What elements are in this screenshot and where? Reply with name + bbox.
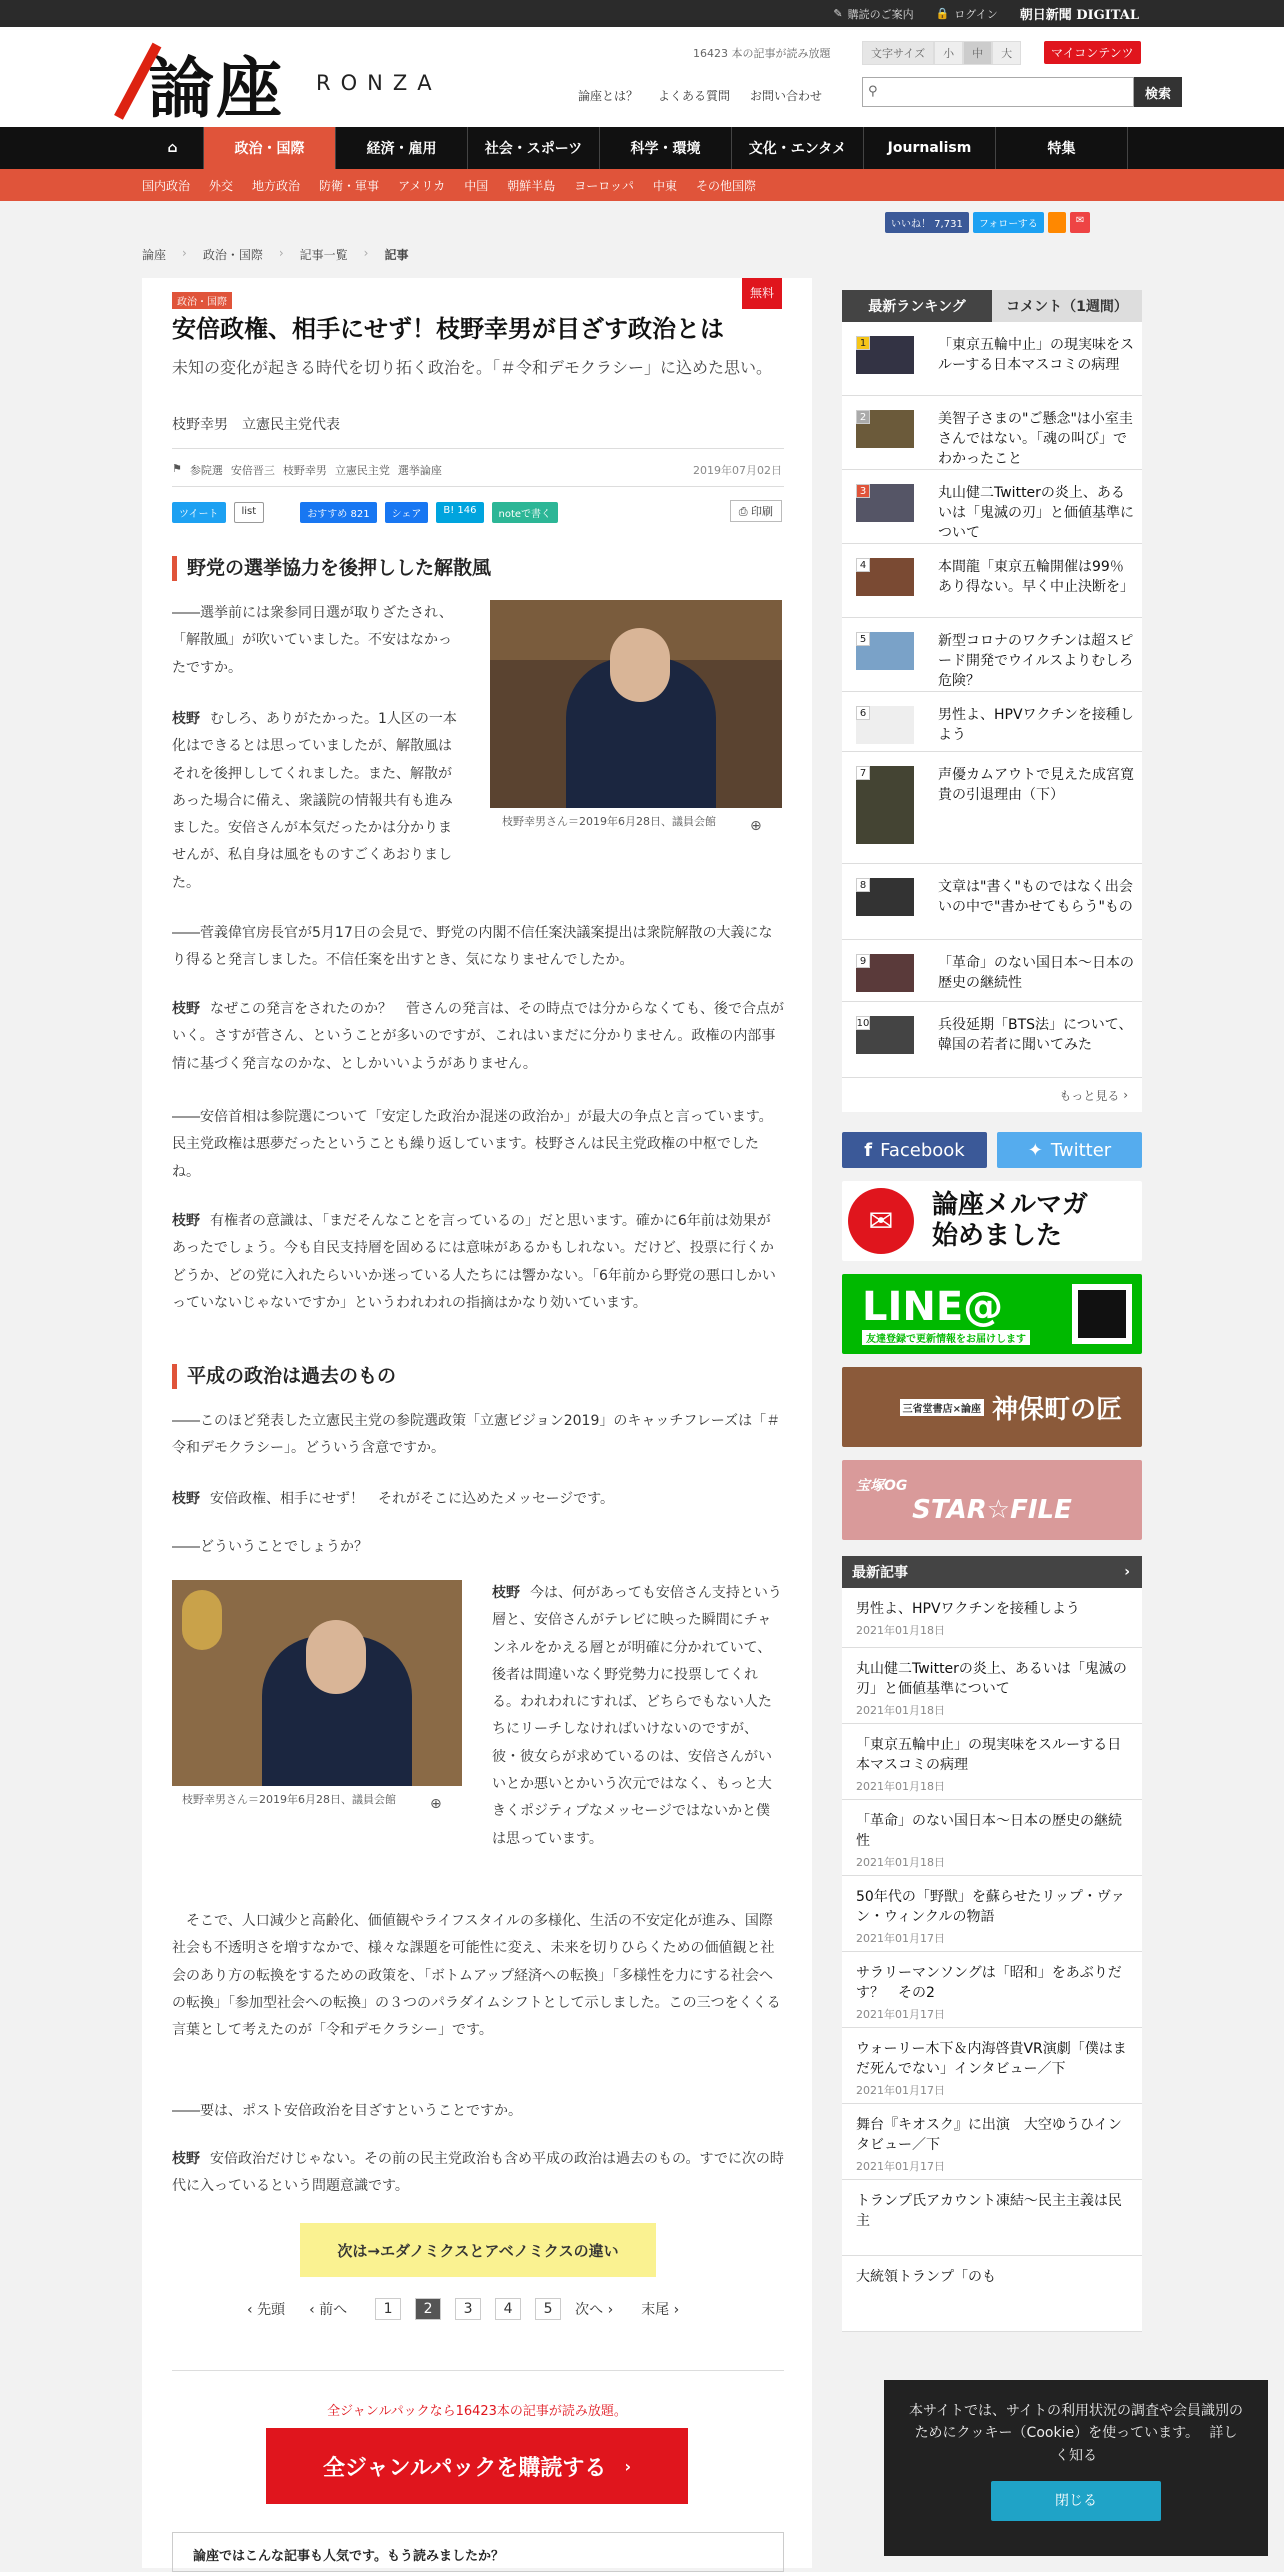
popular-articles-box: 論座ではこんな記事も人気です。もう読みましたか？ bbox=[172, 2532, 784, 2572]
subscribe-guide-link[interactable]: ✎ 購読のご案内 bbox=[833, 7, 914, 21]
rss-icon[interactable] bbox=[1048, 212, 1066, 233]
ranking-item[interactable] bbox=[842, 692, 1142, 752]
tag-link[interactable]: 立憲民主党 bbox=[334, 464, 390, 477]
latest-item[interactable]: 丸山健二Twitterの炎上、あるいは「鬼滅の刃」と価値基準について 2021年01月18日 bbox=[842, 1648, 1142, 1724]
facebook-recommend-button[interactable]: おすすめ 821 bbox=[300, 502, 376, 523]
faq-link[interactable]: よくある質問 bbox=[658, 89, 731, 103]
ranking-title: 新型コロナのワクチンは超スピード開発でウイルスよりむしろ危険？ bbox=[938, 633, 1134, 689]
trophy bbox=[182, 1590, 222, 1650]
ranking-title: 本間龍「東京五輪開催は99％あり得ない。早く中止決断を」 bbox=[938, 559, 1134, 595]
latest-item[interactable]: サラリーマンソングは「昭和」をあぶりだす？ その2 2021年01月17日 bbox=[842, 1952, 1142, 2028]
rank-number: 3 bbox=[856, 484, 870, 498]
paragraph: 枝野 今は、何があっても安倍さん支持という層と、安倍さんがテレビに映った瞬間にチャンネルをかえる層とが明確に分かれていて、後者は間違いなく野党勢力に投票してくれる。われわれにすれば、どちらでもない人たちにリーチしなければいけないのですが、彼・彼女らが求めているのは、安倍さんがいいとか悪いとかいう次元ではなく、もっと大きくポジティブなメッセージではないかと僕は思っています。 bbox=[492, 1585, 782, 1847]
pager-page[interactable]: 3 bbox=[455, 2298, 481, 2320]
sidebar bbox=[842, 290, 1142, 2332]
ranking-title: 声優カムアウトで見えた成宮寛貴の引退理由（下） bbox=[938, 767, 1134, 803]
ranking-item[interactable] bbox=[842, 864, 1142, 940]
edano-photo-2[interactable] bbox=[172, 1580, 462, 1786]
facebook-share-button[interactable]: シェア bbox=[385, 502, 429, 523]
chevron-right-icon: › bbox=[182, 246, 187, 260]
pager-last[interactable]: 末尾 › bbox=[641, 2302, 680, 2318]
article-subtitle: 未知の変化が起きる時代を切り拓く政治を。「＃令和デモクラシー」に込めた思い。 bbox=[172, 358, 773, 377]
sns-buttons bbox=[842, 1132, 1142, 1168]
facebook-icon: f bbox=[864, 1139, 873, 1161]
login-link[interactable]: 🔒 ログイン bbox=[935, 7, 998, 21]
main-nav bbox=[0, 127, 1284, 169]
ranking-item[interactable] bbox=[842, 618, 1142, 692]
promo-text: 全ジャンルパックなら16423本の記事が読み放題。 bbox=[327, 2404, 627, 2419]
divider bbox=[172, 448, 784, 449]
paragraph: そこで、人口減少と高齢化、価値観やライフスタイルの多様化、生活の不安定化が進み、国際社会も不透明さを増すなかで、様々な課題を可能性に変え、未来を切りひらくための価値観と社会のあり方の転換をするための政策を、「ボトムアップ経済への転換」「多様性を力にする社会への転換」「参加型社会への転換」の３つのパラダイムシフトとして示しました。この三つをくくる言葉として考えたのが「令和デモクラシー」です。 bbox=[172, 1913, 781, 2039]
subnav-middle-east[interactable]: 中東 bbox=[653, 178, 678, 193]
ranking-item[interactable] bbox=[842, 322, 1142, 396]
tweet-button[interactable]: ツイート bbox=[172, 502, 226, 523]
photo-caption: 枝野幸男さん＝2019年6月28日、議員会館 bbox=[502, 815, 716, 828]
paragraph: 枝野 安倍政権、相手にせず！ それがそこに込めたメッセージです。 bbox=[172, 1491, 615, 1507]
pager-next[interactable]: 次へ › bbox=[575, 2302, 614, 2318]
paragraph: ――このほど発表した立憲民主党の参院選政策「立憲ビジョン2019」のキャッチフレーズは「＃令和デモクラシー」。どういう含意ですか。 bbox=[172, 1413, 781, 1457]
paragraph: 枝野 安倍政治だけじゃない。その前の民主党政治も含め平成の政治は過去のもの。すでに次の時代に入っているという問題意識です。 bbox=[172, 2151, 784, 2195]
latest-item[interactable]: トランプ氏アカウント凍結～民主主義は民主 bbox=[842, 2180, 1142, 2256]
takarazuka-banner[interactable]: 宝塚OG STAR☆FILE bbox=[842, 1460, 1142, 1540]
article-author[interactable]: 枝野幸男 立憲民主党代表 bbox=[172, 417, 340, 433]
font-size-label: 文字サイズ bbox=[862, 41, 934, 65]
nav-society[interactable]: 社会・スポーツ bbox=[468, 127, 600, 169]
divider bbox=[172, 2370, 784, 2371]
subnav-local[interactable]: 地方政治 bbox=[252, 178, 301, 193]
pager-first[interactable]: ‹ 先頭 bbox=[247, 2302, 286, 2318]
nav-politics[interactable]: 政治・国際 bbox=[204, 127, 336, 169]
rank-number: 4 bbox=[856, 558, 870, 572]
search-input[interactable] bbox=[862, 77, 1134, 107]
nav-economy[interactable]: 経済・雇用 bbox=[336, 127, 468, 169]
rank-number: 2 bbox=[856, 410, 870, 424]
article bbox=[142, 278, 812, 2568]
header-links bbox=[578, 87, 822, 104]
font-size-large-button[interactable]: 大 bbox=[992, 41, 1021, 65]
ranking-title: 丸山健二Twitterの炎上、あるいは「鬼滅の刃」と価値基準について bbox=[938, 485, 1134, 541]
pencil-icon: ✎ bbox=[833, 7, 843, 20]
rank-number: 5 bbox=[856, 632, 870, 646]
pagination bbox=[247, 2298, 679, 2320]
photo-caption: 枝野幸男さん＝2019年6月28日、議員会館 bbox=[182, 1793, 396, 1806]
speaker: 枝野 bbox=[172, 1491, 200, 1507]
speaker: 枝野 bbox=[172, 1001, 200, 1017]
search-button[interactable]: 検索 bbox=[1134, 77, 1182, 107]
ranking-title: 「東京五輪中止」の現実味をスルーする日本マスコミの病理 bbox=[938, 337, 1134, 373]
rank-number: 9 bbox=[856, 954, 870, 968]
ranking-list bbox=[842, 322, 1142, 1112]
envelope-icon: ✉ bbox=[848, 1188, 914, 1254]
latest-item[interactable]: ウォーリー木下＆内海啓貴VR演劇「僕はまだ死んでない」インタビュー／下 2021年01月17日 bbox=[842, 2028, 1142, 2104]
twitter-button[interactable]: ✦ Twitter bbox=[997, 1132, 1142, 1168]
tag-link[interactable]: 選挙論座 bbox=[397, 464, 442, 477]
section-heading: 平成の政治は過去のもの bbox=[172, 1364, 784, 1389]
mailmag-banner[interactable]: ✉ 論座メルマガ始めました bbox=[842, 1181, 1142, 1261]
sub-nav bbox=[0, 169, 1284, 201]
jimbocho-banner[interactable]: 三省堂書店×論座 神保町の匠 bbox=[842, 1367, 1142, 1447]
twitter-follow-button[interactable]: フォローする bbox=[973, 212, 1044, 233]
subnav-diplomacy[interactable]: 外交 bbox=[209, 178, 234, 193]
nav-culture[interactable]: 文化・エンタメ bbox=[732, 127, 864, 169]
paragraph: ――安倍首相は参院選について「安定した政治か混迷の政治か」が最大の争点と言っています。民主党政権は悪夢だったということも繰り返しています。枝野さんは民主党政権の中枢でしたね。 bbox=[172, 1109, 773, 1180]
rank-number: 10 bbox=[856, 1017, 870, 1029]
latest-item[interactable]: 舞台『キオスク』に出演 大空ゆうひインタビュー／下 2021年01月17日 bbox=[842, 2104, 1142, 2180]
person-head bbox=[306, 1620, 366, 1694]
search-icon: ⚲ bbox=[868, 84, 878, 99]
next-page-link[interactable]: 次は→エダノミクスとアベノミクスの違い bbox=[300, 2223, 656, 2277]
pager-page[interactable]: 5 bbox=[535, 2298, 561, 2320]
paragraph: 枝野 有権者の意識は、「まだそんなことを言っているの」だと思います。確かに6年前は効果があったでしょう。今も自民支持層を固めるには意味があるかもしれない。だけど、投票に行くかどうか、どの党に入れたらいいか迷っている人たちには響かない。「6年前から野党の悪口しかいっていないじゃないですか」というわれわれの指摘はかなり効いています。 bbox=[172, 1213, 776, 1311]
mail-icon[interactable]: ✉ bbox=[1070, 212, 1090, 233]
ranking-title: 「革命」のない国日本～日本の歴史の継続性 bbox=[938, 955, 1134, 991]
about-link[interactable]: 論座とは？ bbox=[578, 89, 639, 103]
paragraph: ――選挙前には衆参同日選が取りざたされ、「解散風」が吹いていました。不安はなかったですか。 bbox=[172, 605, 453, 676]
subnav-domestic[interactable]: 国内政治 bbox=[142, 178, 191, 193]
breadcrumb-current: 記事 bbox=[384, 248, 409, 262]
ranking-more-link[interactable]: もっと見る › bbox=[842, 1078, 1142, 1112]
tag-link[interactable]: 安倍晋三 bbox=[230, 464, 275, 477]
social-follow-row bbox=[885, 212, 1090, 233]
ranking-item[interactable] bbox=[842, 940, 1142, 1002]
lock-icon: 🔒 bbox=[935, 7, 950, 20]
asahi-digital-logo[interactable]: 朝日新聞 DIGITAL bbox=[1019, 8, 1139, 23]
font-size-medium-button[interactable]: 中 bbox=[963, 41, 992, 65]
divider bbox=[172, 486, 784, 487]
search-box bbox=[862, 77, 1182, 107]
ranking-tabs bbox=[842, 290, 1142, 322]
font-size-switcher bbox=[862, 41, 1021, 65]
paragraph: 枝野 なぜこの発言をされたのか？ 菅さんの発言は、その時点では分からなくても、後で合点がいく。さすが菅さん、ということが多いのですが、これはいまだに分かりません。政権の内部事情に基づく発言なのかな、としかいいようがありません。 bbox=[172, 1001, 784, 1072]
section-heading: 野党の選挙協力を後押しした解散風 bbox=[172, 556, 784, 581]
chevron-right-icon: › bbox=[624, 2456, 632, 2476]
latest-item[interactable]: 大統領トランプ「のも bbox=[842, 2256, 1142, 2332]
chevron-right-icon: › bbox=[278, 246, 284, 260]
paragraph: ――菅義偉官房長官が5月17日の会見で、野党の内閣不信任案決議案提出は衆院解散の大義になり得ると発言しました。不信任案を出すとき、気になりませんでしたか。 bbox=[172, 925, 773, 969]
breadcrumb-home[interactable]: 論座 bbox=[142, 248, 167, 262]
breadcrumb-politics[interactable]: 政治・国際 bbox=[202, 248, 263, 262]
category-tag[interactable]: 政治・国際 bbox=[172, 292, 232, 309]
rank-number: 1 bbox=[856, 336, 870, 350]
ronza-logo[interactable]: 論座 RONZA bbox=[148, 35, 508, 125]
subnav-other[interactable]: その他国際 bbox=[696, 178, 757, 193]
subnav-defense[interactable]: 防衛・軍事 bbox=[319, 178, 380, 193]
tag-link[interactable]: 枝野幸男 bbox=[282, 464, 327, 477]
breadcrumb bbox=[142, 246, 409, 263]
cookie-close-button[interactable]: 閉じる bbox=[991, 2481, 1161, 2521]
pager-page-current: 2 bbox=[415, 2298, 441, 2320]
list-button[interactable]: list bbox=[234, 502, 265, 523]
chevron-right-icon: › bbox=[1124, 1564, 1130, 1580]
latest-item[interactable]: 50年代の「野獣」を蘇らせたリップ・ヴァン・ウィンクルの物語 2021年01月17日 bbox=[842, 1876, 1142, 1952]
twitter-bird-icon: ✦ bbox=[1027, 1139, 1043, 1161]
speaker: 枝野 bbox=[172, 1213, 200, 1229]
facebook-like-button[interactable]: いいね！ 7,731 bbox=[885, 212, 969, 233]
subnav-europe[interactable]: ヨーロッパ bbox=[574, 178, 635, 193]
zoom-icon[interactable]: ⊕ bbox=[750, 818, 762, 834]
font-size-small-button[interactable]: 小 bbox=[934, 41, 963, 65]
ranking-title: 男性よ、HPVワクチンを接種しよう bbox=[938, 707, 1134, 743]
home-icon[interactable]: ⌂ bbox=[142, 127, 204, 169]
tag-link[interactable]: 参院選 bbox=[189, 464, 223, 477]
nav-science[interactable]: 科学・環境 bbox=[600, 127, 732, 169]
tab-latest-ranking[interactable]: 最新ランキング bbox=[842, 290, 992, 322]
rank-number: 7 bbox=[856, 766, 870, 780]
site-header bbox=[0, 27, 1284, 127]
ranking-item[interactable] bbox=[842, 1002, 1142, 1078]
free-badge: 無料 bbox=[742, 278, 782, 309]
nav-journalism[interactable]: Journalism bbox=[864, 127, 996, 169]
pager-prev[interactable]: ‹ 前へ bbox=[309, 2302, 348, 2318]
cookie-more-link[interactable]: 詳しく知る bbox=[1055, 2425, 1238, 2464]
ranking-title: 兵役延期「BTS法」について、韓国の若者に聞いてみた bbox=[938, 1017, 1133, 1053]
note-share-button[interactable]: noteで書く bbox=[492, 502, 559, 523]
article-tags bbox=[172, 462, 442, 478]
speaker: 枝野 bbox=[492, 1585, 520, 1601]
ranking-item[interactable] bbox=[842, 396, 1142, 470]
article-count-info: 16423 本の記事が読み放題 bbox=[693, 47, 831, 60]
cookie-banner: 本サイトでは、サイトの利用状況の調査や会員識別のためにクッキー（Cookie）を使っています。 詳しく知る 閉じる bbox=[884, 2380, 1268, 2556]
latest-item[interactable]: 男性よ、HPVワクチンを接種しよう 2021年01月18日 bbox=[842, 1588, 1142, 1648]
ranking-item[interactable] bbox=[842, 752, 1142, 864]
subscribe-button[interactable]: 全ジャンルパックを購読する › bbox=[266, 2428, 688, 2504]
qr-code-icon bbox=[1072, 1284, 1132, 1344]
latest-articles-header[interactable]: 最新記事 › bbox=[842, 1556, 1142, 1588]
hatena-bookmark-button[interactable]: B! 146 bbox=[436, 502, 483, 523]
ranking-title: 美智子さまの"ご懸念"は小室圭さんではない。「魂の叫び」でわかったこと bbox=[938, 411, 1133, 467]
printer-icon: ⎙ bbox=[738, 505, 748, 518]
contact-link[interactable]: お問い合わせ bbox=[750, 89, 823, 103]
zoom-icon[interactable]: ⊕ bbox=[430, 1796, 442, 1812]
breadcrumb-list[interactable]: 記事一覧 bbox=[299, 248, 348, 262]
latest-item[interactable]: 「東京五輪中止」の現実味をスルーする日本マスコミの病理 2021年01月18日 bbox=[842, 1724, 1142, 1800]
ranking-item[interactable] bbox=[842, 470, 1142, 544]
speaker: 枝野 bbox=[172, 2151, 200, 2167]
paragraph: ――要は、ポスト安倍政治を目ざすということですか。 bbox=[172, 2103, 522, 2119]
pager-page[interactable]: 1 bbox=[375, 2298, 401, 2320]
latest-articles-list bbox=[842, 1588, 1142, 2332]
nav-features[interactable]: 特集 bbox=[996, 127, 1128, 169]
top-bar bbox=[0, 0, 1284, 27]
rank-number: 6 bbox=[856, 706, 870, 720]
facebook-button[interactable]: f Facebook bbox=[842, 1132, 987, 1168]
subnav-china[interactable]: 中国 bbox=[464, 178, 489, 193]
pager-page[interactable]: 4 bbox=[495, 2298, 521, 2320]
subnav-korea[interactable]: 朝鮮半島 bbox=[507, 178, 556, 193]
print-button[interactable]: ⎙ 印刷 bbox=[730, 500, 782, 522]
article-title: 安倍政権、相手にせず！枝野幸男が目ざす政治とは bbox=[172, 315, 724, 343]
article-date: 2019年07月02日 bbox=[693, 464, 782, 477]
subnav-america[interactable]: アメリカ bbox=[398, 178, 446, 193]
ranking-title: 文章は"書く"ものではなく出会いの中で"書かせてもらう"もの bbox=[938, 879, 1133, 915]
rank-number: 8 bbox=[856, 878, 870, 892]
line-banner[interactable]: LINE@ 友達登録で更新情報をお届けします bbox=[842, 1274, 1142, 1354]
latest-item[interactable]: 「革命」のない国日本～日本の歴史の継続性 2021年01月18日 bbox=[842, 1800, 1142, 1876]
person-head bbox=[610, 628, 670, 702]
tab-comments[interactable]: コメント（1週間） bbox=[992, 290, 1142, 322]
tag-icon: ⚑ bbox=[172, 462, 182, 475]
edano-photo[interactable] bbox=[490, 600, 782, 808]
paragraph: ――どういうことでしょうか？ bbox=[172, 1539, 368, 1555]
paragraph: 枝野 むしろ、ありがたかった。1人区の一本化はできるとは思っていましたが、解散風はそれを後押ししてくれました。また、解散があった場合に備え、衆議院の情報共有も進みました。安倍さんが本気だったかは分かりませんが、私自身は風をものすごくあおりました。 bbox=[172, 711, 457, 891]
ranking-item[interactable] bbox=[842, 544, 1142, 618]
share-buttons bbox=[172, 502, 558, 523]
my-content-button[interactable]: マイコンテンツ bbox=[1044, 41, 1141, 64]
speaker: 枝野 bbox=[172, 711, 200, 727]
chevron-right-icon: › bbox=[363, 246, 369, 260]
